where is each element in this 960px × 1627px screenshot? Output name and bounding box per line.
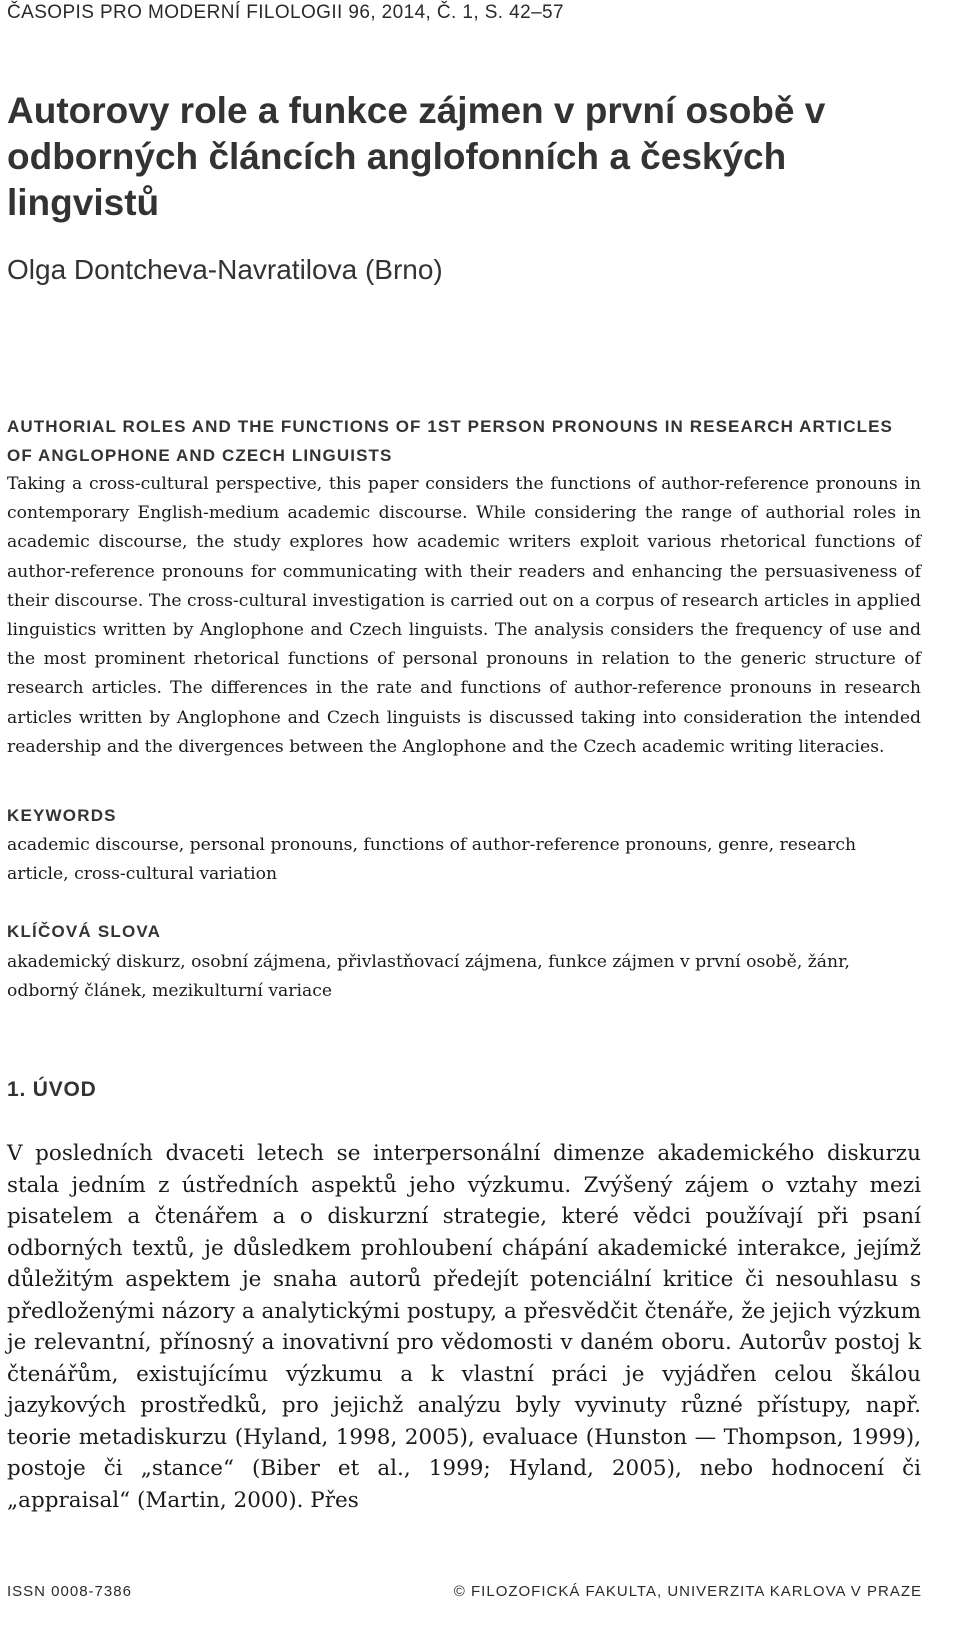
- issn: ISSN 0008-7386: [7, 1583, 132, 1600]
- publisher: © FILOZOFICKÁ FAKULTA, UNIVERZITA KARLOVA V PRAZE: [453, 1583, 922, 1600]
- abstract-text: Taking a cross-cultural perspective, this paper considers the functions of author-reference pronouns in contemporary English-medium academic discourse. While considering the range of authorial roles in academic discourse, the study explores how academic writers exploit various rhetorical functions of author-reference pronouns for communicating with their readers and enhancing the persuasiveness of their discourse. The cross-cultural investigation is carried out on a corpus of research articles in applied linguistics written by Anglophone and Czech linguists. The analysis considers the frequency of use and the most prominent rhetorical functions of personal pronouns in relation to the generic structure of research articles. The differences in the rate and functions of author-reference pronouns in research articles written by Anglophone and Czech linguists is discussed taking into consideration the intended readership and the divergences between the Anglophone and the Czech academic writing literacies.: [7, 474, 921, 757]
- article-author: Olga Dontcheva-Navratilova (Brno): [7, 254, 443, 285]
- keywords-text: academic discourse, personal pronouns, functions of author-reference pronouns, genre, research article, cross-cultural variation: [7, 835, 857, 885]
- article-title: Autorovy role a funkce zájmen v první osobě v odborných článcích anglofonních a českých lingvistů: [7, 90, 826, 223]
- keywords-heading: KEYWORDS: [7, 806, 117, 825]
- section-body: V posledních dvaceti letech se interpersonální dimenze akademického diskurzu stala jedním z ústředních aspektů jeho výzkumu. Zvýšený zájem o vztahy mezi pisatelem a čtenářem a o diskurzní strategie, které vědci používají při psaní odborných textů, je důsledkem prohloubení chápání akademické interakce, jejímž důležitým aspektem je snaha autorů předejít potenciální kritice či nesouhlasu s předloženými názory a analytickými postupy, a přesvědčit čtenáře, že jejich výzkum je relevantní, přínosný a inovativní pro vědomosti v daném oboru. Autorův postoj k čtenářům, existujícímu výzkumu a k vlastní práci je vyjádřen celou škálou jazykových prostředků, pro jejichž analýzu byly vyvinuty různé přístupy, např. teorie metadiskurzu (Hyland, 1998, 2005), evaluace (Hunston — Thompson, 1999), postoje či „stance“ (Biber et al., 1999; Hyland, 2005), nebo hodnocení či „appraisal“ (Martin, 2000). Přes: [7, 1141, 921, 1513]
- journal-citation: ČASOPIS PRO MODERNÍ FILOLOGII 96, 2014, Č. 1, S. 42–57: [7, 2, 564, 23]
- klicova-slova-text: akademický diskurz, osobní zájmena, přivlastňovací zájmena, funkce zájmen v první osobě, žánr, odborný článek, mezikulturní variace: [7, 952, 850, 1002]
- english-title: AUTHORIAL ROLES AND THE FUNCTIONS OF 1ST PERSON PRONOUNS IN RESEARCH ARTICLES OF ANGLOPHONE AND CZECH LINGUISTS: [7, 417, 893, 465]
- section-heading: 1. ÚVOD: [7, 1078, 97, 1101]
- klicova-slova-heading: KLÍČOVÁ SLOVA: [7, 922, 162, 941]
